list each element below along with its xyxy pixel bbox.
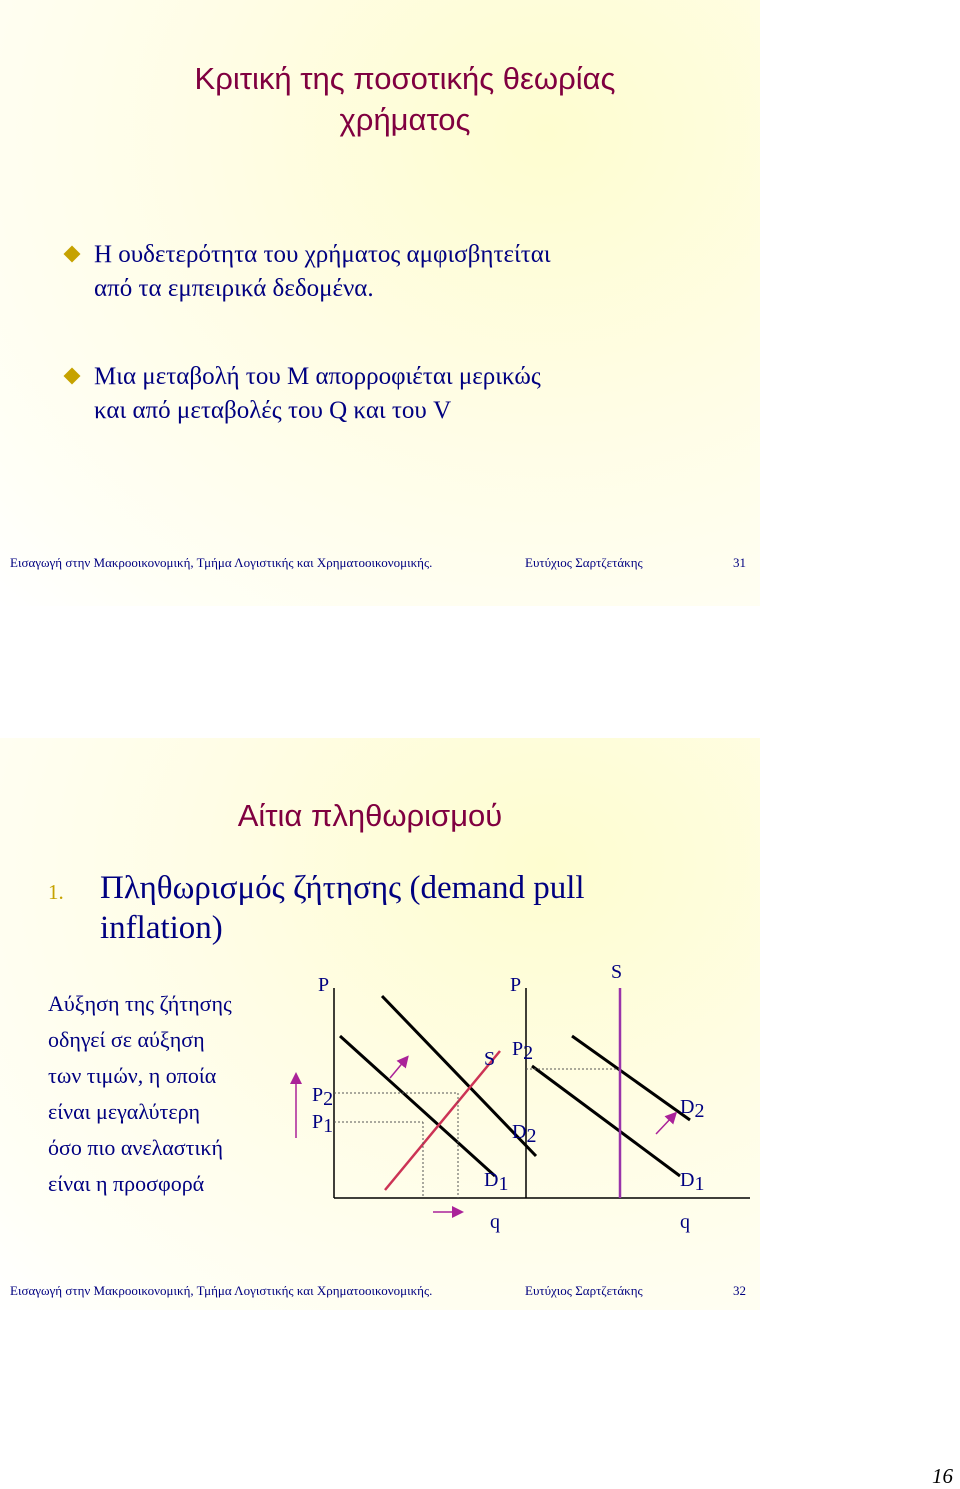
supply-demand-diagram xyxy=(290,958,760,1233)
slide-title xyxy=(0,58,760,140)
panel3-label-s: S xyxy=(611,961,623,983)
bullet-text: Η ουδετερότητα του χρήματος αμφισβητείται από τα εμπειρικά δεδομένα. xyxy=(94,241,551,302)
explanation-line: όσο πιο ανελαστική xyxy=(48,1135,224,1160)
page-number: 16 xyxy=(932,1464,953,1488)
bullet-item xyxy=(66,238,706,306)
panel1-demand-d1 xyxy=(340,1036,495,1176)
panel3-label-d1: D1 xyxy=(680,1169,705,1195)
panel3-demand-d1 xyxy=(532,1066,680,1176)
slide-title-line-1: Κριτική της ποσοτικής θεωρίας xyxy=(194,61,616,96)
panel2-label-d2: D2 xyxy=(512,1121,537,1147)
item-text: Πληθωρισμός ζήτησης (demand pull inflation) xyxy=(100,870,585,946)
bullet-text: Μια μεταβολή του M απορροφιέται μερικώς και από μεταβολές του Q και του V xyxy=(94,363,541,424)
footer-course: Εισαγωγή στην Μακροοικονομική, Τμήμα Λογιστικής και Χρηματοοικονομικής. xyxy=(10,555,433,570)
explanation-line: είναι μεγαλύτερη xyxy=(48,1099,201,1124)
explanation-line: Αύξηση της ζήτησης xyxy=(48,991,232,1016)
panel1-shift-arrow xyxy=(390,1060,405,1078)
panel2-price-label-p2: P2 xyxy=(512,1038,534,1064)
footer-slide-number: 32 xyxy=(733,1283,746,1298)
panel1-price-label-p1: P1 xyxy=(312,1111,334,1137)
panel1-y-label: P xyxy=(318,974,330,996)
diamond-bullet-icon xyxy=(64,246,81,263)
bullet-item xyxy=(66,360,706,428)
panel2-y-label: P xyxy=(510,974,522,996)
panel3-label-q: q xyxy=(680,1211,690,1233)
panel1-price-label-p2: P2 xyxy=(312,1084,334,1110)
panel3-shift-arrow xyxy=(656,1116,673,1134)
panel1-label-d1: D1 xyxy=(484,1169,509,1195)
footer-author: Ευτύχιος Σαρτζετάκης xyxy=(525,1283,643,1298)
item-number: 1. xyxy=(48,880,64,904)
footer-course: Εισαγωγή στην Μακροοικονομική, Τμήμα Λογιστικής και Χρηματοοικονομικής. xyxy=(10,1283,433,1298)
slide-31 xyxy=(0,0,760,606)
numbered-item xyxy=(48,868,688,948)
explanation-line: είναι η προσφορά xyxy=(48,1171,205,1196)
slide-32 xyxy=(0,738,760,1310)
footer-slide-number: 31 xyxy=(733,555,746,570)
explanation-line: οδηγεί σε αύξηση xyxy=(48,1027,205,1052)
panel3-label-d2: D2 xyxy=(680,1096,705,1122)
panel1-label-q: q xyxy=(490,1211,500,1233)
explanation-line: των τιμών, η οποία xyxy=(48,1063,217,1088)
explanation-text xyxy=(48,986,298,1202)
panel1-supply-curve xyxy=(385,1051,500,1190)
slide-title-line-2: χρήματος xyxy=(339,102,471,137)
diamond-bullet-icon xyxy=(64,368,81,385)
panel1-label-s: S xyxy=(484,1048,496,1070)
slide-title: Αίτια πληθωρισμού xyxy=(237,798,503,833)
footer-author: Ευτύχιος Σαρτζετάκης xyxy=(525,555,643,570)
